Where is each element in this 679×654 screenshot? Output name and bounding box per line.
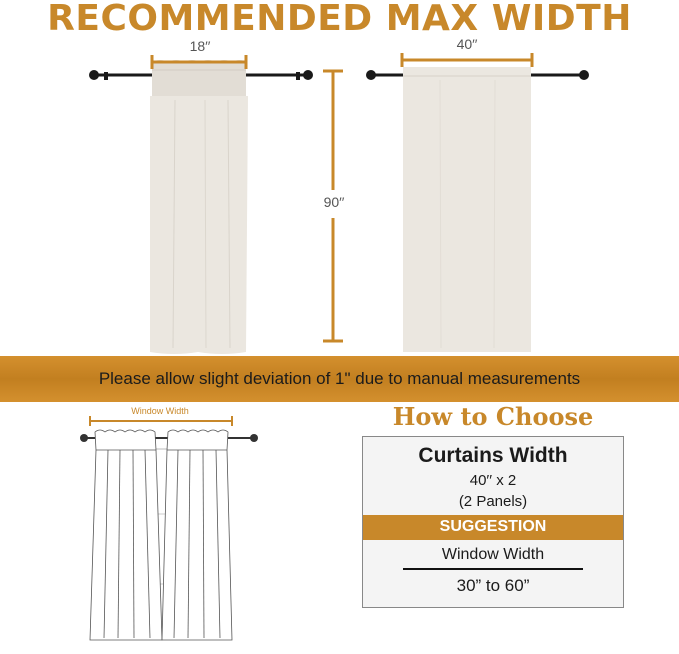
left-curtain-panel [150, 60, 248, 354]
left-width-label: 18′′ [189, 38, 211, 54]
window-width-range: 30” to 60” [456, 576, 530, 595]
right-width-marker [402, 53, 532, 67]
window-right-panel [162, 430, 232, 640]
window-curtains-illustration [70, 414, 270, 646]
panels-note: (2 Panels) [458, 493, 528, 510]
disclaimer-text: Please allow slight deviation of 1" due to manual measurements [98, 369, 581, 388]
right-curtain-panel [403, 67, 531, 352]
height-label: 90′′ [306, 194, 362, 210]
curtains-width-value: 40′′ x 2 [469, 472, 517, 489]
page-title: RECOMMENDED MAX WIDTH [47, 0, 632, 39]
window-width-caption: Window Width [131, 406, 189, 416]
curtains-width-label: Curtains Width [418, 444, 568, 467]
how-to-choose-title: How to Choose [392, 402, 594, 431]
right-width-label: 40′′ [456, 36, 478, 52]
suggestion-label: SUGGESTION [439, 518, 547, 535]
window-width-marker [90, 416, 232, 426]
divider-line [403, 568, 583, 570]
window-width-label: Window Width [441, 546, 545, 563]
window-left-panel [90, 430, 162, 640]
